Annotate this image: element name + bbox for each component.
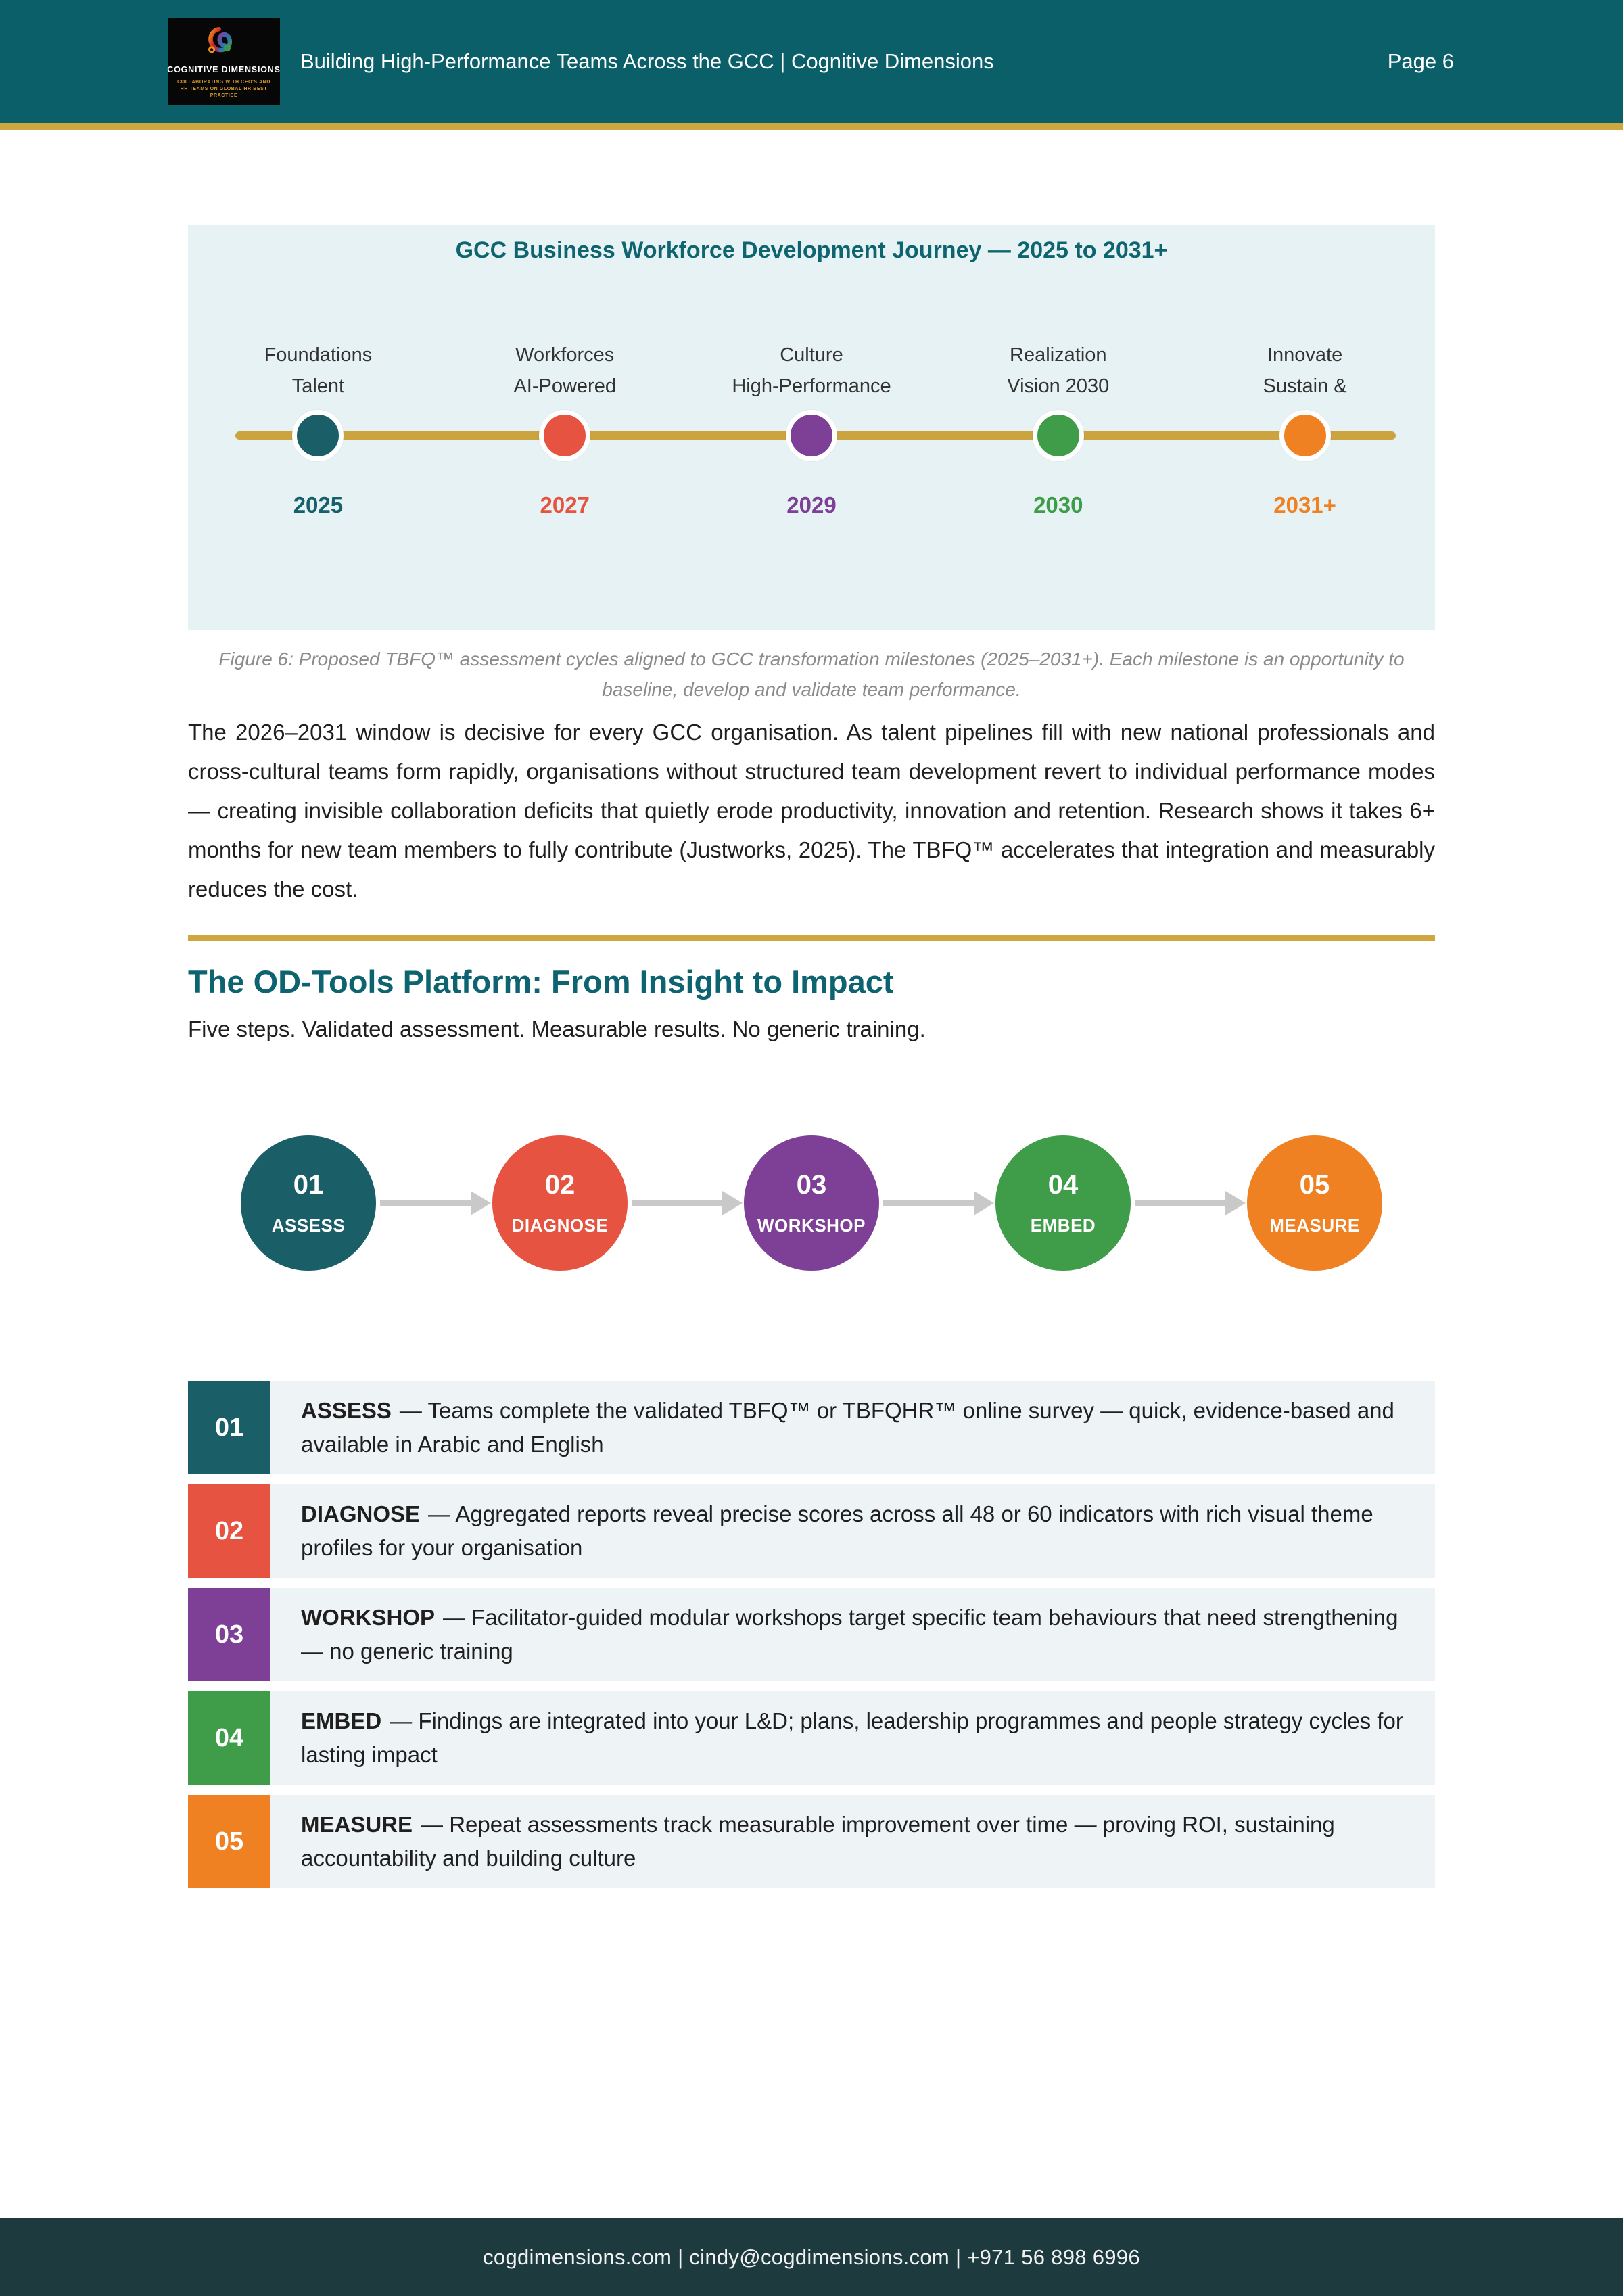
step-number-box: 04 <box>188 1691 270 1785</box>
step-label: DIAGNOSE <box>511 1215 609 1236</box>
logo-icon <box>199 24 248 62</box>
milestone-2025 <box>195 339 442 518</box>
milestone-dot <box>292 410 344 461</box>
doc-title: Building High-Performance Teams Across the GCC | Cognitive Dimensions <box>300 49 994 73</box>
step-row-diagnose <box>188 1484 1435 1578</box>
flow-step-embed <box>995 1135 1131 1271</box>
step-number-box: 02 <box>188 1484 270 1578</box>
milestone-label: Culture High-Performance <box>732 344 891 397</box>
step-number: 03 <box>796 1170 827 1200</box>
milestone-label: Workforces AI-Powered <box>513 344 616 397</box>
step-label: MEASURE <box>301 1812 413 1837</box>
step-row-assess <box>188 1381 1435 1474</box>
milestone-2029 <box>688 339 935 518</box>
step-number: 02 <box>544 1170 575 1200</box>
footer-bar <box>0 2218 1623 2296</box>
step-label: EMBED <box>1030 1215 1096 1236</box>
step-row-embed <box>188 1691 1435 1785</box>
milestone-2031 <box>1181 339 1428 518</box>
step-number: 01 <box>293 1170 324 1200</box>
step-label: ASSESS <box>271 1215 346 1236</box>
section-subheading: Five steps. Validated assessment. Measurable results. No generic training. <box>188 1016 926 1041</box>
milestone-label: Innovate Sustain & <box>1263 344 1347 397</box>
brand-tagline: COLLABORATING WITH CEO'S AND HR TEAMS ON GLOBAL HR BEST PRACTICE <box>177 79 270 98</box>
milestone-2027 <box>442 339 688 518</box>
step-number-box: 05 <box>188 1795 270 1888</box>
arrow-right-icon <box>376 1188 492 1218</box>
step-label: WORKSHOP <box>301 1605 435 1630</box>
brand-name: COGNITIVE DIMENSIONS <box>167 64 281 74</box>
step-description: DIAGNOSE — Aggregated reports reveal precise scores across all 48 or 60 indicators with rich visual theme profiles for your organisation <box>270 1484 1435 1578</box>
step-number-box: 01 <box>188 1381 270 1474</box>
step-label: MEASURE <box>1269 1215 1360 1236</box>
flow-step-workshop <box>744 1135 879 1271</box>
step-row-measure <box>188 1795 1435 1888</box>
step-label: DIAGNOSE <box>301 1501 421 1526</box>
milestone-dot <box>1279 410 1331 461</box>
milestone-year: 2031+ <box>1273 492 1336 517</box>
steps-list <box>188 1381 1435 1888</box>
step-number-box: 03 <box>188 1588 270 1681</box>
step-description: MEASURE — Repeat assessments track measurable improvement over time — proving ROI, sustaining accountability and building culture <box>270 1795 1435 1888</box>
arrow-right-icon <box>628 1188 744 1218</box>
milestone-dot <box>539 410 590 461</box>
arrow-right-icon <box>879 1188 995 1218</box>
step-description: EMBED — Findings are integrated into your L&D; plans, leadership programmes and people strategy cycles for lasting impact <box>270 1691 1435 1785</box>
milestone-label: Realization Vision 2030 <box>1007 344 1110 397</box>
milestone-label: Foundations Talent <box>264 344 373 397</box>
arrow-right-icon <box>1131 1188 1247 1218</box>
flow-step-diagnose <box>492 1135 628 1271</box>
step-label: WORKSHOP <box>757 1215 866 1236</box>
figure-title: GCC Business Workforce Development Journey — 2025 to 2031+ <box>455 237 1168 263</box>
step-number: 04 <box>1048 1170 1079 1200</box>
section-divider <box>188 935 1435 941</box>
milestone-year: 2025 <box>293 492 344 517</box>
milestone-year: 2027 <box>540 492 590 517</box>
milestone-dot <box>1033 410 1084 461</box>
content-column <box>0 225 1623 1888</box>
milestone-year: 2030 <box>1033 492 1083 517</box>
step-description: WORKSHOP — Facilitator-guided modular workshops target specific team behaviours that need strengthening — no generic training <box>270 1588 1435 1681</box>
step-number: 05 <box>1299 1170 1330 1200</box>
step-description: ASSESS — Teams complete the validated TBFQ™ or TBFQHR™ online survey — quick, evidence-based and available in Arabic and English <box>270 1381 1435 1474</box>
milestone-dot <box>786 410 837 461</box>
process-flow <box>188 1135 1435 1271</box>
logo <box>168 18 280 105</box>
figure-panel <box>188 225 1435 630</box>
flow-step-measure <box>1247 1135 1382 1271</box>
milestone-2030 <box>935 339 1181 518</box>
step-row-workshop <box>188 1588 1435 1681</box>
figure-caption: Figure 6: Proposed TBFQ™ assessment cycles aligned to GCC transformation milestones (2025–2031+). Each milestone is an opportunity to baseline, develop and validate team performance. <box>218 649 1405 700</box>
section-heading: The OD-Tools Platform: From Insight to Impact <box>188 964 894 1000</box>
header-gold-rule <box>0 123 1623 130</box>
intro-paragraph: The 2026–2031 window is decisive for every GCC organisation. As talent pipelines fill with new national professionals and cross-cultural teams form rapidly, organisations without structured team development revert to individual performance modes — creating invisible collaboration deficits that quietly erode productivity, innovation and retention. Research shows it takes 6+ months for new team members to fully contribute (Justworks, 2025). The TBFQ™ accelerates that integration and measurably reduces the cost. <box>188 720 1435 901</box>
footer-contact: cogdimensions.com | cindy@cogdimensions.com | +971 56 898 6996 <box>483 2245 1140 2269</box>
header-bar <box>0 0 1623 123</box>
timeline <box>188 339 1435 518</box>
milestone-year: 2029 <box>786 492 837 517</box>
page-number: Page 6 <box>1387 49 1454 73</box>
step-label: EMBED <box>301 1708 382 1733</box>
flow-step-assess <box>241 1135 376 1271</box>
step-label: ASSESS <box>301 1398 392 1423</box>
